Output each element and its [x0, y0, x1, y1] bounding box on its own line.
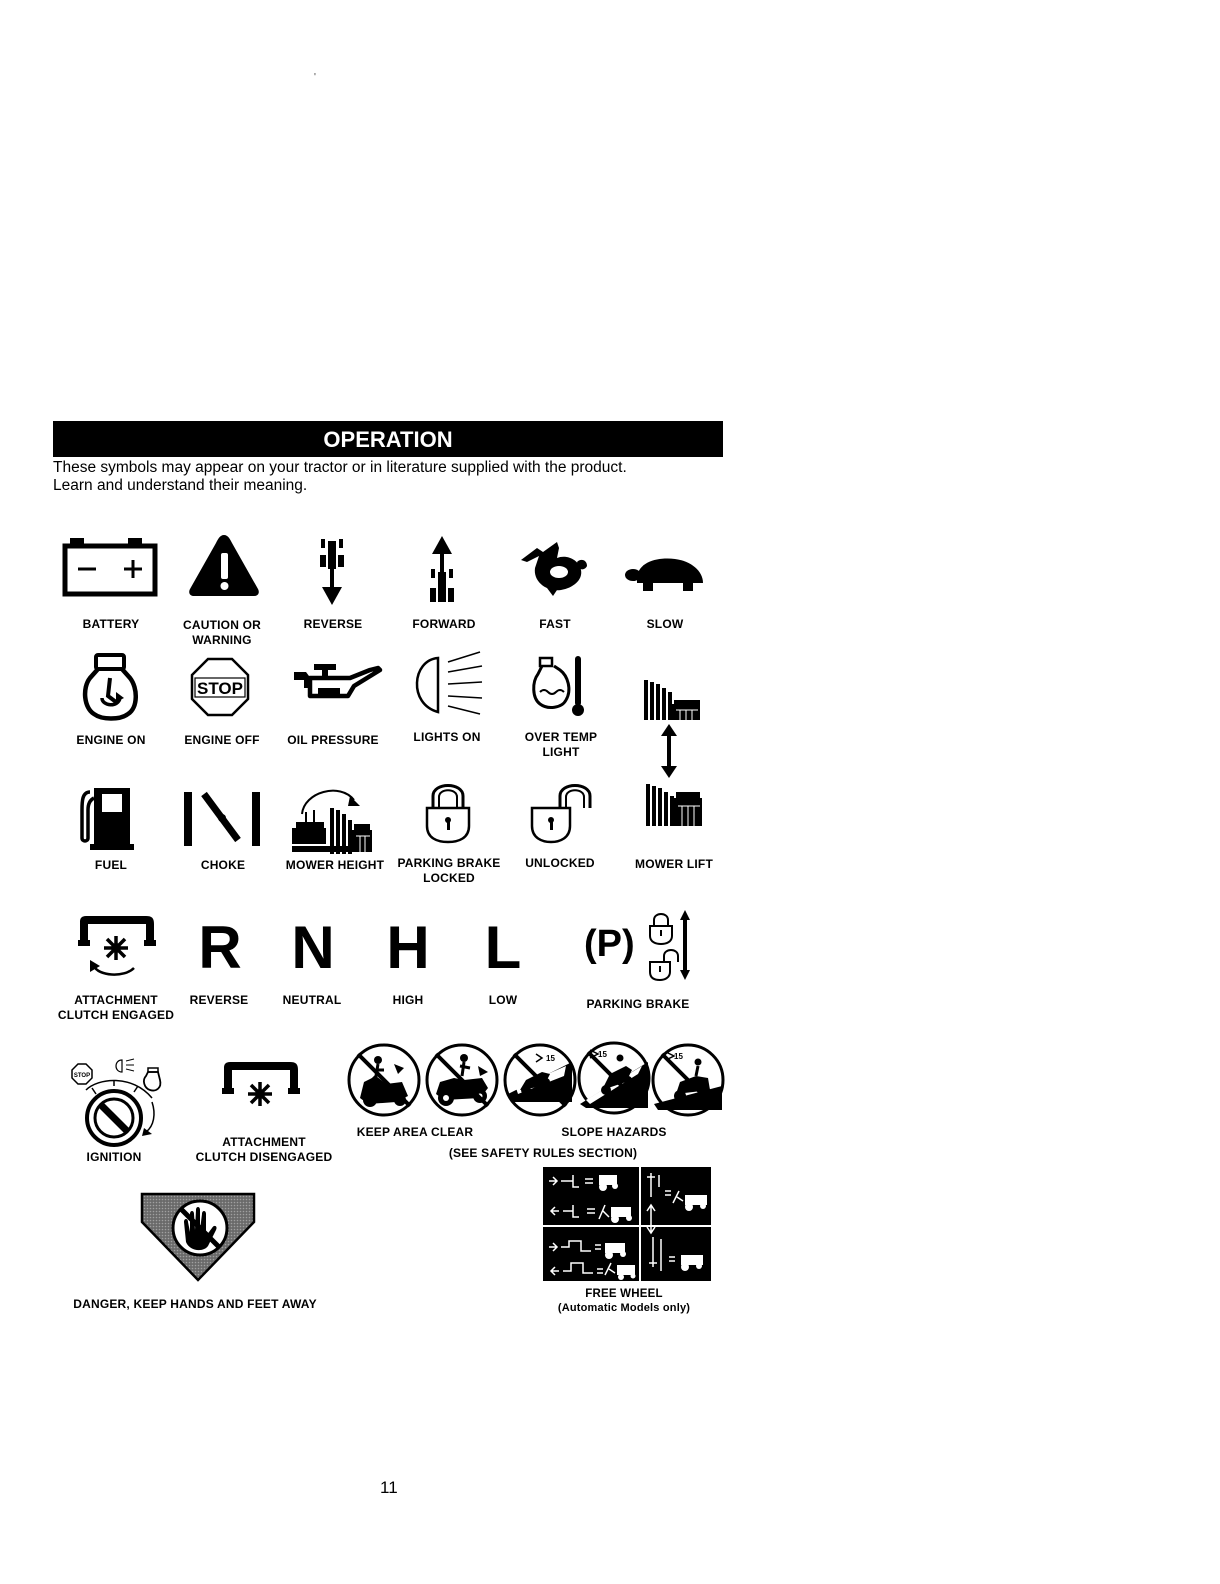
label-fast: FAST: [539, 617, 571, 631]
fuel-pump-icon: [80, 786, 134, 852]
forward-arrow-icon: [428, 536, 458, 606]
label-slope-hazards: SLOPE HAZARDS: [561, 1125, 667, 1139]
letter-high: H: [386, 914, 430, 981]
slope-angle-text-3: 15: [674, 1052, 683, 1061]
label-lights-on: LIGHTS ON: [413, 730, 481, 744]
stop-sign-icon: [190, 657, 250, 717]
label-high: HIGH: [392, 993, 424, 1007]
letter-low: L: [484, 914, 522, 981]
stop-sign-text: STOP: [197, 679, 243, 698]
label-mower-height: MOWER HEIGHT: [285, 858, 385, 872]
label-caution: CAUTION OR WARNING: [183, 618, 261, 647]
label-free-wheel: FREE WHEEL (Automatic Models only): [557, 1288, 691, 1314]
label-battery: BATTERY: [82, 617, 140, 631]
slope-hazard-across-icon: [576, 1040, 652, 1116]
double-arrow-icon: [659, 724, 679, 778]
slope-hazard-down-icon: [650, 1042, 726, 1118]
ignition-stop-text: STOP: [73, 1073, 91, 1079]
label-reverse: REVERSE: [303, 617, 363, 631]
slope-angle-text-2: 15: [598, 1050, 607, 1059]
letter-neutral: N: [291, 914, 335, 981]
label-attachment-clutch-disengaged: ATTACHMENT CLUTCH DISENGAGED: [195, 1135, 333, 1164]
free-wheel-icon: [543, 1167, 711, 1281]
label-unlocked: UNLOCKED: [525, 856, 595, 870]
stray-mark: ': [314, 72, 316, 83]
parking-brake-badge: (P): [584, 923, 635, 965]
page-number: 11: [380, 1478, 398, 1497]
intro-line-2: Learn and understand their meaning.: [53, 477, 308, 494]
thermometer-icon: [532, 654, 588, 718]
mower-lift-grass-high-icon: [644, 678, 704, 720]
slope-angle-text: 15: [546, 1054, 555, 1063]
slope-hazard-up-icon: [502, 1042, 578, 1118]
parking-brake-locks-icon: [648, 910, 692, 980]
label-ignition: IGNITION: [86, 1150, 142, 1164]
label-attachment-clutch-engaged: ATTACHMENT CLUTCH ENGAGED: [57, 993, 175, 1022]
label-fuel: FUEL: [94, 858, 128, 872]
section-header: OPERATION: [53, 421, 723, 457]
label-over-temp: OVER TEMP LIGHT: [524, 730, 598, 759]
danger-hand-icon: [140, 1192, 256, 1282]
label-parking-brake-locked: PARKING BRAKE LOCKED: [397, 856, 501, 885]
label-danger-keep-hands-away: DANGER, KEEP HANDS AND FEET AWAY: [73, 1297, 317, 1311]
label-engine-on: ENGINE ON: [76, 733, 146, 747]
ignition-icon: [62, 1058, 172, 1148]
mower-height-icon: [290, 784, 374, 854]
padlock-locked-icon: [425, 780, 471, 844]
intro-line-1: These symbols may appear on your tractor or in literature supplied with the product.: [53, 459, 627, 476]
label-safety-note: (SEE SAFETY RULES SECTION): [448, 1146, 638, 1160]
attachment-clutch-disengaged-icon: [222, 1060, 302, 1112]
choke-icon: [182, 790, 262, 848]
keep-area-clear-child-icon: [346, 1042, 422, 1118]
label-choke: CHOKE: [200, 858, 246, 872]
battery-icon: [62, 538, 158, 598]
label-neutral: NEUTRAL: [282, 993, 342, 1007]
label-low: LOW: [488, 993, 518, 1007]
warning-triangle-icon: [188, 533, 260, 597]
label-forward: FORWARD: [412, 617, 476, 631]
reverse-arrow-icon: [318, 537, 348, 605]
mower-lift-grass-low-icon: [646, 782, 702, 826]
label-parking-brake: PARKING BRAKE: [586, 997, 690, 1011]
keep-area-clear-rider-icon: [424, 1042, 500, 1118]
turtle-icon: [623, 557, 705, 593]
attachment-clutch-engaged-icon: [78, 914, 158, 980]
headlight-icon: [408, 650, 486, 720]
engine-on-icon: [80, 652, 140, 722]
label-reverse-gear: REVERSE: [189, 993, 249, 1007]
label-slow: SLOW: [646, 617, 684, 631]
label-oil-pressure: OIL PRESSURE: [287, 733, 379, 747]
letter-reverse: R: [198, 914, 242, 981]
label-mower-lift: MOWER LIFT: [635, 857, 713, 871]
padlock-unlocked-icon: [530, 780, 594, 844]
label-keep-area-clear: KEEP AREA CLEAR: [356, 1125, 474, 1139]
oil-can-icon: [292, 662, 382, 712]
rabbit-icon: [517, 538, 589, 598]
label-engine-off: ENGINE OFF: [184, 733, 260, 747]
intro-text: [53, 459, 627, 495]
